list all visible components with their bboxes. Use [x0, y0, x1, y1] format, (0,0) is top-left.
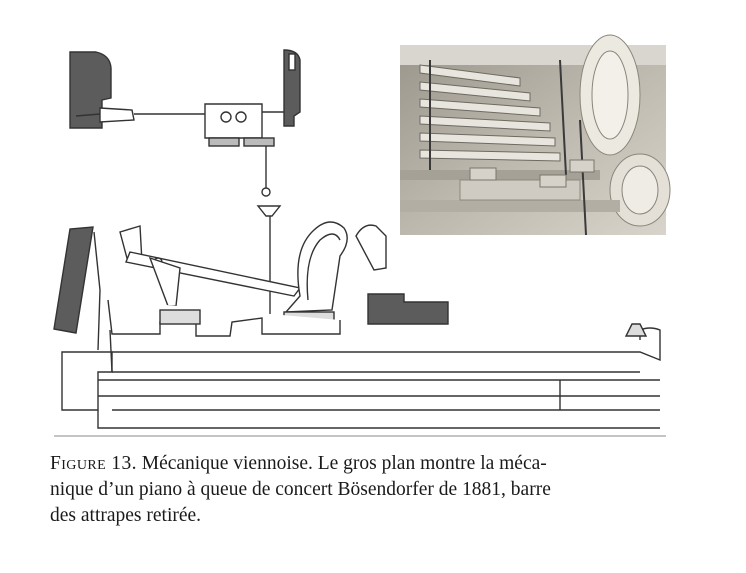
caption-line-3: des attrapes retirée. — [50, 505, 202, 526]
figure-caption — [50, 451, 710, 529]
hammer-shank — [126, 252, 300, 306]
photo-closeup — [400, 35, 670, 235]
figure-number: Figure 13. — [50, 453, 137, 474]
caption-line-1 — [50, 451, 710, 477]
damper-block — [368, 294, 448, 324]
key-frame — [62, 300, 660, 428]
damper-assembly — [70, 50, 300, 316]
caption-text-1: Mécanique viennoise. Le gros plan montre la méca- — [141, 453, 547, 474]
caption-line-2: nique d’un piano à queue de concert Bösendorfer de 1881, barre — [50, 479, 551, 500]
